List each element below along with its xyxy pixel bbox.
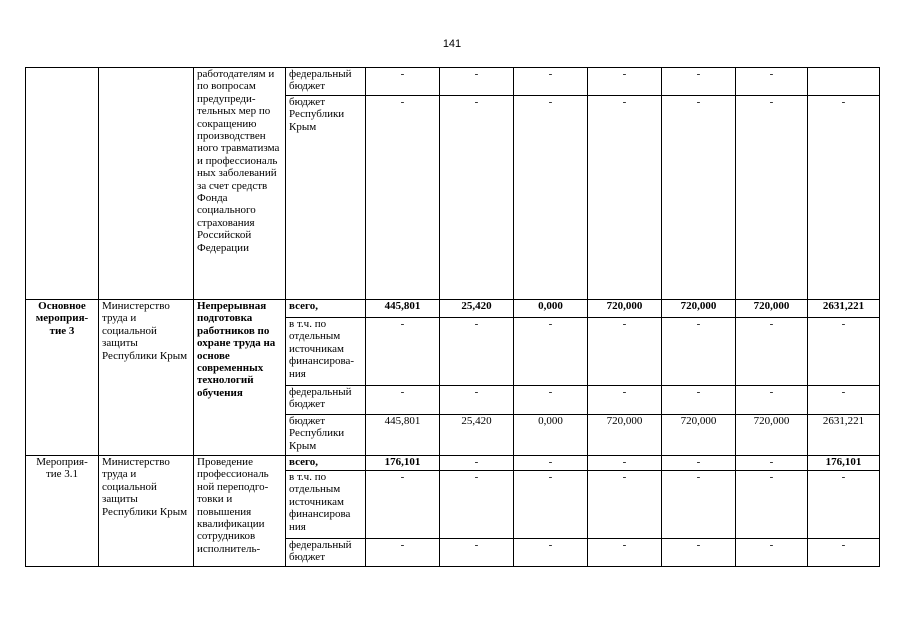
code-cell	[26, 68, 99, 300]
value-cell: 445,801	[366, 415, 440, 456]
value-cell: -	[736, 471, 808, 539]
value-cell: -	[808, 96, 880, 300]
source-label: в т.ч. по отдельным источникам финансирова-ния	[286, 318, 366, 386]
source-label: в т.ч. по отдельным источникам финансирова ния	[286, 471, 366, 539]
value-cell: -	[440, 386, 514, 415]
value-cell: -	[440, 456, 514, 471]
value-cell: 176,101	[366, 456, 440, 471]
value-cell: 176,101	[808, 456, 880, 471]
source-label: федеральный бюджет	[286, 539, 366, 567]
value-cell: -	[588, 386, 662, 415]
page-number: 141	[442, 38, 462, 50]
value-cell: -	[588, 68, 662, 96]
value-cell: -	[514, 96, 588, 300]
value-cell: 445,801	[366, 300, 440, 318]
executor-cell	[99, 68, 194, 300]
value-cell: -	[662, 318, 736, 386]
value-cell: -	[440, 318, 514, 386]
value-cell: -	[440, 471, 514, 539]
value-cell: 2631,221	[808, 415, 880, 456]
value-cell: -	[736, 456, 808, 471]
value-cell: -	[366, 471, 440, 539]
table-row	[26, 300, 880, 318]
value-cell: -	[588, 96, 662, 300]
value-cell: -	[662, 471, 736, 539]
value-cell: -	[514, 318, 588, 386]
value-cell: 720,000	[736, 415, 808, 456]
value-cell: -	[366, 318, 440, 386]
value-cell: 25,420	[440, 300, 514, 318]
measure-title: Проведение профессиональ ной переподго-товки и повышения квалификации сотрудников исполнитель-	[194, 456, 286, 567]
value-cell: -	[808, 539, 880, 567]
total-label: всего,	[286, 456, 366, 471]
value-cell: -	[736, 386, 808, 415]
value-cell: -	[588, 471, 662, 539]
value-cell: 720,000	[588, 415, 662, 456]
value-cell: -	[662, 539, 736, 567]
value-cell: -	[588, 539, 662, 567]
value-cell: -	[662, 96, 736, 300]
measure-cell: работодателям и по вопросам предупреди-тельных мер по сокращению производствен ного травматизма и профессиональ ных заболеваний за счет средств Фонда социального страхования Российской Федерации	[194, 68, 286, 300]
value-cell: -	[588, 456, 662, 471]
value-cell: 2631,221	[808, 300, 880, 318]
value-cell: -	[588, 318, 662, 386]
value-cell: -	[366, 96, 440, 300]
table-row	[26, 68, 880, 96]
executor-cell: Министерство труда и социальной защиты Республики Крым	[99, 300, 194, 456]
value-cell: -	[366, 386, 440, 415]
value-cell: 0,000	[514, 300, 588, 318]
value-cell: -	[514, 68, 588, 96]
value-cell: -	[808, 318, 880, 386]
value-cell: 720,000	[662, 300, 736, 318]
table-row	[26, 456, 880, 471]
measure-code: Основное мероприя-тие 3	[26, 300, 99, 456]
value-cell: -	[662, 386, 736, 415]
source-label: федеральный бюджет	[286, 386, 366, 415]
value-cell: -	[514, 456, 588, 471]
value-cell: -	[662, 68, 736, 96]
value-cell: -	[440, 96, 514, 300]
budget-table	[25, 67, 880, 567]
value-cell: -	[736, 318, 808, 386]
value-cell: 720,000	[662, 415, 736, 456]
source-label: федеральный бюджет	[286, 68, 366, 96]
value-cell: -	[808, 471, 880, 539]
value-cell: -	[440, 68, 514, 96]
value-cell: -	[514, 386, 588, 415]
value-cell: -	[366, 539, 440, 567]
value-cell: -	[808, 386, 880, 415]
value-cell: -	[736, 68, 808, 96]
source-label: бюджет Республики Крым	[286, 96, 366, 300]
total-label: всего,	[286, 300, 366, 318]
measure-code: Мероприя-тие 3.1	[26, 456, 99, 567]
value-cell: -	[514, 471, 588, 539]
value-cell: 0,000	[514, 415, 588, 456]
value-cell: -	[366, 68, 440, 96]
source-label: бюджет Республики Крым	[286, 415, 366, 456]
value-cell: -	[440, 539, 514, 567]
value-cell: -	[736, 539, 808, 567]
value-cell: -	[736, 96, 808, 300]
measure-title: Непрерывная подготовка работников по охране труда на основе современных технологий обучения	[194, 300, 286, 456]
value-cell: -	[514, 539, 588, 567]
executor-cell: Министерство труда и социальной защиты Республики Крым	[99, 456, 194, 567]
value-cell: 720,000	[736, 300, 808, 318]
value-cell: 720,000	[588, 300, 662, 318]
value-cell: -	[662, 456, 736, 471]
value-cell: 25,420	[440, 415, 514, 456]
value-cell	[808, 68, 880, 96]
